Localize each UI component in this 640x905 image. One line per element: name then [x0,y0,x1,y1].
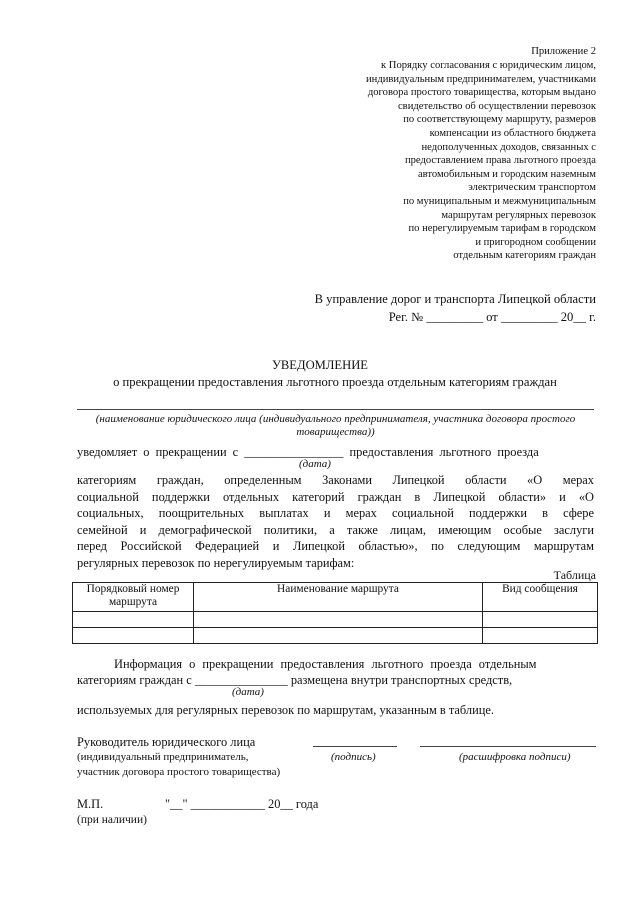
table-header-name: Наименование маршрута [194,583,483,612]
party-name-line [77,409,594,410]
body-line: регулярных перевозок по нерегулируемым тарифам: [77,555,355,570]
table-cell [194,612,483,628]
annex-line: и пригородном сообщении [475,236,596,248]
body-line: категориям граждан, определенным Законами Липецкой области «О мерах [77,473,594,487]
table-cell [483,612,598,628]
info-line-1: Информация о прекращении предоставления льготного проезда отдельным [114,657,537,671]
info-date-caption: (дата) [232,686,264,698]
annex-line: по соответствующему маршруту, размеров [403,114,596,126]
table-header-number: Порядковый номер маршрута [73,583,194,612]
table-label: Таблица [553,568,596,582]
table-cell [194,628,483,644]
info-line-3: используемых для регулярных перевозок по маршрутам, указанным в таблице. [77,703,494,717]
annex-line: компенсации из областного бюджета [429,127,596,139]
annex-line: недополученных доходов, связанных с [421,141,596,153]
notify-line: уведомляет о прекращении с ________________ предоставления льготного проезда [77,445,539,459]
annex-line: маршрутам регулярных перевозок [441,209,596,221]
info-line-2: категориям граждан с _______________ размещена внутри транспортных средств, [77,673,513,687]
body-line: семейной и демографической политики, а также лицам, имеющим особые заслуги [77,522,594,537]
annex-line: по муниципальным и межмуниципальным [403,195,596,207]
body-line: социальных, поощрительных выплатах и мерах социальной поддержки в сфере [77,506,594,521]
annex-text [366,59,596,263]
table-header-type: Вид сообщения [483,583,598,612]
table-row [73,628,598,644]
table-cell [73,628,194,644]
stamp-note: (при наличии) [77,814,147,826]
table-row [73,612,598,628]
annex-line: предоставлением права льготного проезда [404,155,596,167]
registration-line: Рег. № _________ от _________ 20__ г. [388,310,596,324]
notice-title: УВЕДОМЛЕНИЕ [271,358,368,372]
body-line: социальной поддержки отдельных категорий граждан в Липецкой области» и «О [77,489,594,504]
annex-line: договора простого товарищества, которым выдано [367,87,596,99]
stamp-mp: М.П. [77,797,104,811]
table-cell [73,612,194,628]
signature-line [313,746,397,747]
annex-line: автомобильным и городским наземным [417,168,596,180]
annex-title: Приложение 2 [531,46,596,57]
stamp-date: "__" ____________ 20__ года [165,797,319,811]
annex-line: к Порядку согласования с юридическим лицом, [381,60,596,71]
annex-line: индивидуальным предпринимателем, участниками [366,73,596,85]
body-paragraph [77,472,594,572]
annex-line: по нерегулируемым тарифам в городском [408,223,596,235]
signature-sub-2: участник договора простого товарищества) [77,766,281,778]
annex-line: отдельным категориям граждан [453,250,596,262]
party-caption: (наименование юридического лица (индивидуального предпринимателя, участника договора простого товарищества)) [95,413,576,438]
signature-caption: (подпись) [331,751,376,763]
signature-sub-1: (индивидуальный предприниматель, [77,751,249,763]
decode-line [420,746,596,747]
routes-table [72,582,598,644]
body-line: перед Российской Федерацией и Липецкой областью», по следующим маршрутам [77,539,594,554]
decode-caption: (расшифровка подписи) [459,751,571,763]
date-caption: (дата) [299,458,331,470]
notice-subtitle: о прекращении предоставления льготного проезда отдельным категориям граждан [113,375,557,389]
addressee: В управление дорог и транспорта Липецкой области [314,292,596,306]
table-cell [483,628,598,644]
table-header-row [73,583,598,612]
annex-line: свидетельство об осуществлении перевозок [397,100,596,112]
signature-head: Руководитель юридического лица [77,735,256,749]
annex-line: электрическим транспортом [468,182,596,194]
